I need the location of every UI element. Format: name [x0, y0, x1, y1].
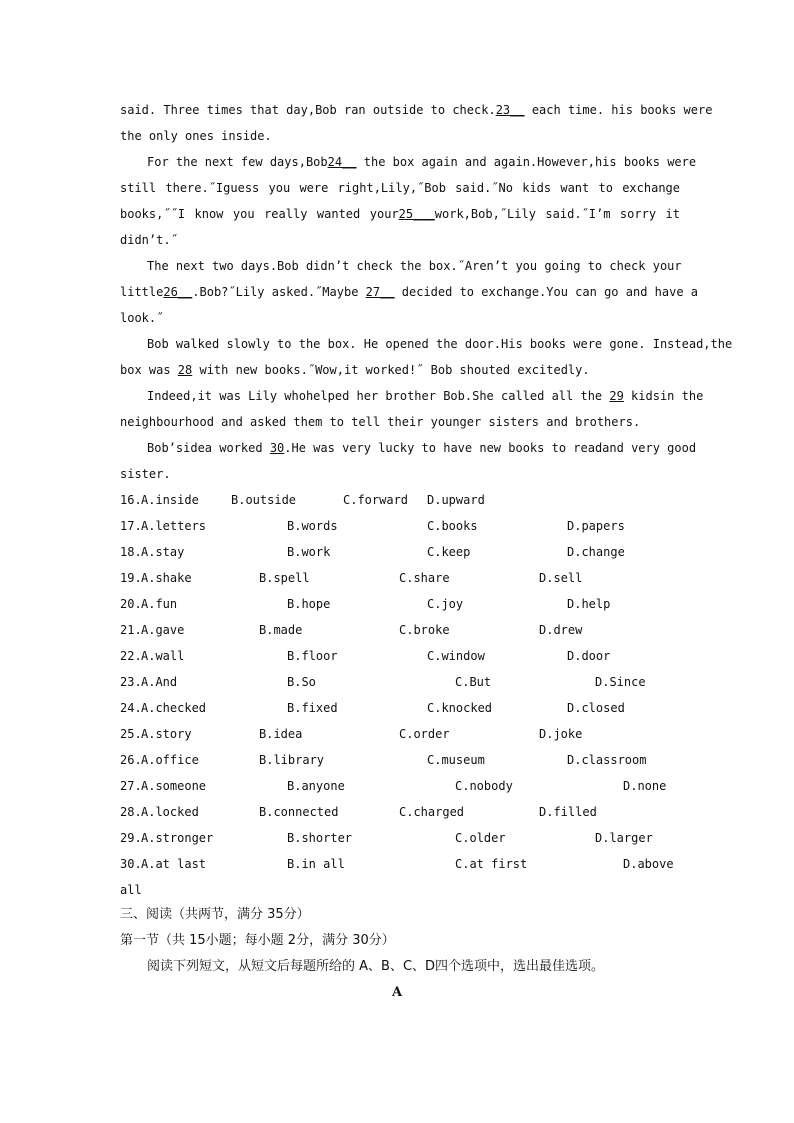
passage-line-6: didn’t.˝ [120, 233, 178, 247]
option-a: A.stay [141, 545, 185, 559]
passage-line-12: Indeed,it was Lily whohelped her brother Bob.She called all the 29 kidsin the [147, 389, 704, 403]
option-d-wrap: all [120, 883, 142, 897]
option-b: B.idea [259, 727, 303, 741]
option-b: B.shorter [287, 831, 353, 845]
passage-line-10: Bob walked slowly to the box. He opened the door.His books were gone. Instead,the [147, 337, 733, 351]
option-d: D.help [567, 597, 611, 611]
option-c: C.keep [427, 545, 471, 559]
option-b: B.outside [231, 493, 297, 507]
blank-25: 25___ [398, 207, 435, 221]
option-c: C.charged [399, 805, 465, 819]
option-d: D.closed [567, 701, 625, 715]
passage-line-9: look.˝ [120, 311, 164, 325]
passage-line-5: books,˝˝I know you really wanted your25___work,Bob,˝Lily said.˝I’m sorry it [120, 207, 680, 221]
option-b: B.hope [287, 597, 331, 611]
option-a: A.story [141, 727, 192, 741]
passage-line-3: For the next few days,Bob24__ the box again and again.However,his books were [147, 155, 697, 169]
option-b: B.made [259, 623, 303, 637]
question-number: 21. [120, 623, 142, 637]
option-d: D.none [623, 779, 667, 793]
option-d: D.Since [595, 675, 646, 689]
option-b: B.library [259, 753, 325, 767]
blank-26: 26__ [163, 285, 193, 299]
option-c: C.order [399, 727, 450, 741]
option-d: D.filled [539, 805, 597, 819]
question-number: 24. [120, 701, 142, 715]
passage-line-8: little26__.Bob?˝Lily asked.˝Maybe 27__ decided to exchange.You can go and have a [120, 285, 698, 299]
option-b: B.anyone [287, 779, 345, 793]
option-d: D.change [567, 545, 625, 559]
option-b: B.floor [287, 649, 338, 663]
option-c: C.forward [343, 493, 409, 507]
option-a: A.inside [141, 493, 199, 507]
question-number: 29. [120, 831, 142, 845]
option-b: B.work [287, 545, 331, 559]
blank-24: 24__ [327, 155, 357, 169]
question-number: 20. [120, 597, 142, 611]
option-a: A.letters [141, 519, 207, 533]
option-c: C.window [427, 649, 485, 663]
passage-line-1: said. Three times that day,Bob ran outside to check.23__ each time. his books were [120, 103, 713, 117]
option-b: B.So [287, 675, 316, 689]
option-c: C.books [427, 519, 478, 533]
option-a: A.And [141, 675, 178, 689]
option-c: C.share [399, 571, 450, 585]
question-number: 25. [120, 727, 142, 741]
option-d: D.above [623, 857, 674, 871]
question-number: 30. [120, 857, 142, 871]
option-a: A.shake [141, 571, 192, 585]
option-b: B.connected [259, 805, 339, 819]
option-b: B.in all [287, 857, 345, 871]
option-c: C.knocked [427, 701, 493, 715]
blank-23: 23__ [495, 103, 525, 117]
option-d: D.drew [539, 623, 583, 637]
option-b: B.fixed [287, 701, 338, 715]
option-b: B.words [287, 519, 338, 533]
option-d: D.door [567, 649, 611, 663]
option-a: A.someone [141, 779, 207, 793]
question-number: 19. [120, 571, 142, 585]
blank-27: 27__ [365, 285, 395, 299]
option-c: C.joy [427, 597, 464, 611]
option-a: A.office [141, 753, 199, 767]
option-c: C.broke [399, 623, 450, 637]
passage-line-4: still there.˝Iguess you were right,Lily,˝Bob said.˝No kids want to exchange [120, 181, 680, 195]
blank-29: 29 [609, 389, 624, 403]
section-heading: 三、阅读（共两节，满分 35分） [120, 907, 310, 922]
passage-line-7: The next two days.Bob didn’t check the box.˝Aren’t you going to check your [147, 259, 682, 273]
section-instruction: 阅读下列短文，从短文后每题所给的 A、B、C、D四个选项中，选出最佳选项。 [147, 959, 605, 974]
option-d: D.papers [567, 519, 625, 533]
option-c: C.at first [455, 857, 528, 871]
passage-line-15: sister. [120, 467, 171, 481]
option-a: A.fun [141, 597, 178, 611]
passage-line-11: box was 28 with new books.˝Wow,it worked!˝ Bob shouted excitedly. [120, 363, 590, 377]
option-a: A.checked [141, 701, 207, 715]
question-number: 27. [120, 779, 142, 793]
option-d: D.larger [595, 831, 653, 845]
option-d: D.upward [427, 493, 485, 507]
option-a: A.stronger [141, 831, 214, 845]
blank-28: 28 [177, 363, 193, 377]
question-number: 23. [120, 675, 142, 689]
option-c: C.museum [427, 753, 485, 767]
option-d: D.joke [539, 727, 583, 741]
part-label: A [391, 985, 403, 1000]
option-a: A.gave [141, 623, 185, 637]
passage-line-14: Bob’sidea worked 30.He was very lucky to have new books to readand very good [147, 441, 697, 455]
question-number: 26. [120, 753, 142, 767]
option-c: C.older [455, 831, 506, 845]
blank-30: 30 [269, 441, 285, 455]
passage-line-13: neighbourhood and asked them to tell their younger sisters and brothers. [120, 415, 641, 429]
question-number: 17. [120, 519, 142, 533]
section-subheading: 第一节（共 15小题；每小题 2分，满分 30分） [120, 933, 395, 948]
question-number: 18. [120, 545, 142, 559]
question-number: 22. [120, 649, 142, 663]
option-c: C.nobody [455, 779, 513, 793]
passage-line-2: the only ones inside. [120, 129, 272, 143]
option-a: A.at last [141, 857, 207, 871]
option-c: C.But [455, 675, 492, 689]
option-a: A.wall [141, 649, 185, 663]
option-b: B.spell [259, 571, 310, 585]
option-d: D.classroom [567, 753, 647, 767]
option-a: A.locked [141, 805, 199, 819]
question-number: 28. [120, 805, 142, 819]
question-number: 16. [120, 493, 142, 507]
option-d: D.sell [539, 571, 583, 585]
